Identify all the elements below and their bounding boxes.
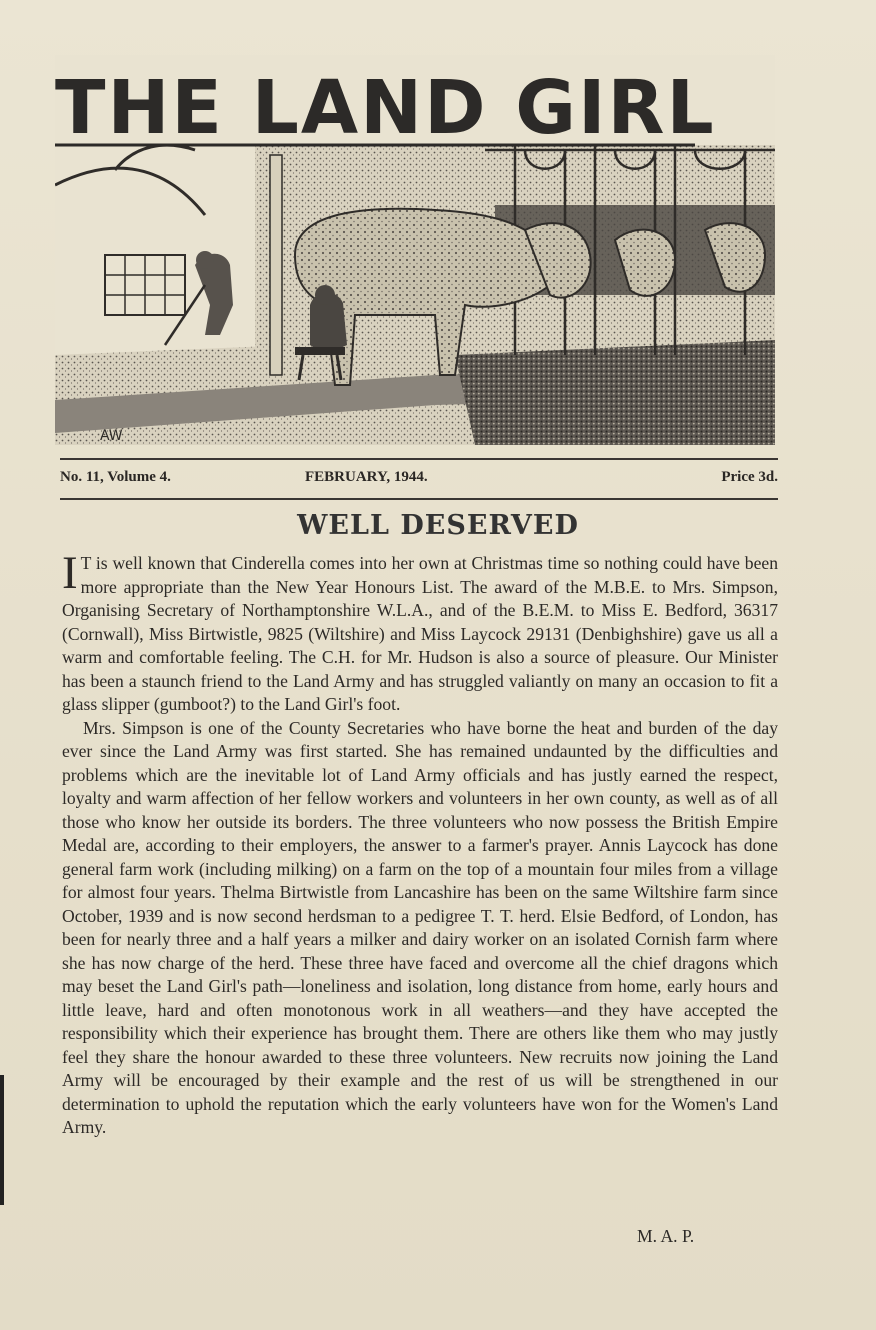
article-body — [62, 547, 778, 1140]
author-signature: M. A. P. — [637, 1226, 695, 1246]
artist-initials: AW — [100, 428, 123, 444]
rule-bottom — [60, 498, 778, 500]
farm-milking-illustration — [55, 55, 775, 445]
masthead — [55, 55, 775, 445]
rule-top — [60, 458, 778, 460]
issue-price: Price 3d. — [721, 469, 778, 485]
masthead-title: THE LAND GIRL — [55, 65, 716, 151]
paragraph-1-text: T is well known that Cinderella comes into her own at Christmas time so nothing could have been more appropriate than the New Year Honours List. The award of the M.B.E. to Mrs. Simpson, Organising Secretary of Northamptonshire W.L.A., and of the B.E.M. to Miss E. Bedford, 36317 (Cornwall), Miss Birtwistle, 9825 (Wiltshire) and Miss Laycock 29131 (Denbighshire) gave us all a warm and comfortable feeling. The C.H. for Mr. Hudson is also a source of pleasure. Our Minister has been a staunch friend to the Land Army and has struggled valiantly on many an occasion to fit a glass slipper (gumboot?) to the Land Girl's foot. — [62, 553, 778, 714]
drop-cap: I — [62, 547, 78, 599]
issue-date: FEBRUARY, 1944. — [305, 469, 428, 485]
article-headline: WELL DESERVED — [297, 510, 579, 541]
issue-number: No. 11, Volume 4. — [60, 469, 171, 485]
article-paragraph-2: Mrs. Simpson is one of the County Secretaries who have borne the heat and burden of the day ever since the Land Army was first started. She has remained undaunted by the difficulties and problems which are the inevitable lot of Land Army officials and has justly earned the respect, loyalty and warm affection of her fellow workers and volunteers in her own county, as well as of all those who know her outside its borders. The three volunteers who now possess the British Empire Medal are, according to their employers, the answer to a farmer's prayer. Annis Laycock has done general farm work (including milking) on a farm on the top of a mountain four miles from a village for almost four years. Thelma Birtwistle from Lancashire has been on the same Wiltshire farm since October, 1939 and is now second herdsman to a pedigree T. T. herd. Elsie Bedford, of London, has been for nearly three and a half years a milker and dairy worker on an isolated Cornish farm where she has now charge of the herd. These three have faced and overcome all the chief dragons which may beset the Land Girl's path—loneliness and isolation, long distance from home, early hours and little leave, hard and often monotonous work in all weathers—and they have accepted the responsibility which their experience has brought them. There are others like them who may justly feel they share the honour awarded to these three volunteers. New recruits now joining the Land Army will be encouraged by their example and the rest of us will be strengthened in our determination to uphold the reputation which the early volunteers have won for the Women's Land Army. — [62, 717, 778, 1137]
binding-edge-mark — [0, 1075, 4, 1205]
issue-bar — [60, 469, 778, 491]
article-paragraph-1 — [62, 547, 778, 717]
